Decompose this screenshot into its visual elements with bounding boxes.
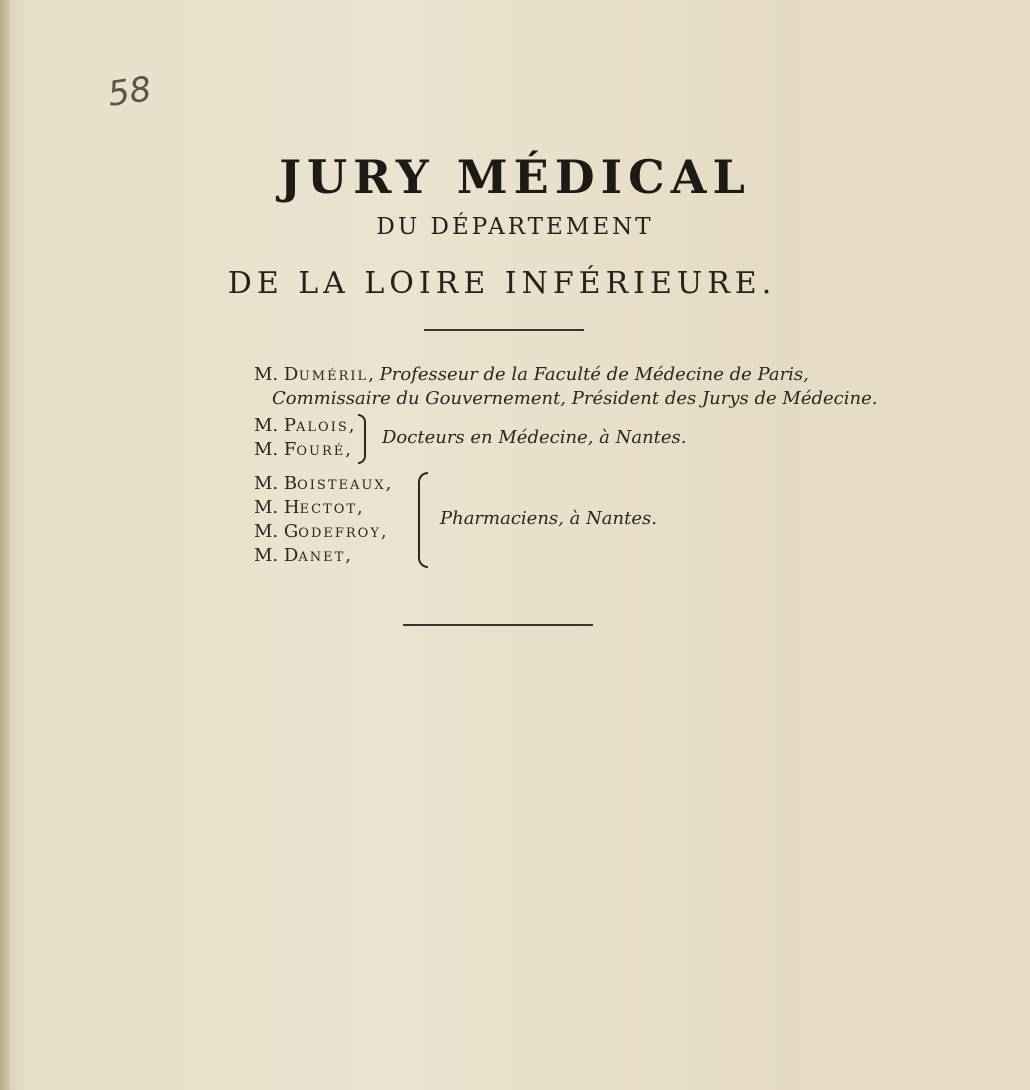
docteur-initial: F	[283, 439, 297, 460]
pharmacien-name-rest: OISTEAUX	[297, 478, 386, 493]
pharmacien-name-rest: ANET	[298, 550, 346, 565]
pharmacien-entry-hectot	[254, 497, 363, 518]
pharmacien-prefix: M.	[254, 545, 279, 566]
pharmacien-entry-danet	[254, 545, 351, 566]
pharmacien-prefix: M.	[254, 473, 279, 494]
pharmacien-suffix: ,	[385, 473, 392, 494]
president-role-line2: Commissaire du Gouvernement, Président des Jurys de Médecine.	[272, 388, 878, 409]
title-jury-medical: JURY MÉDICAL	[279, 150, 751, 204]
divider-rule-bottom	[403, 624, 593, 626]
docteur-entry-palois	[254, 415, 354, 436]
pharmacien-prefix: M.	[254, 497, 279, 518]
pharmacien-initial: B	[283, 473, 298, 494]
pharmacien-suffix: ,	[380, 521, 387, 542]
pharmacien-prefix: M.	[254, 521, 279, 542]
pharmacien-entry-boisteaux	[254, 473, 391, 494]
pharmacien-name-rest: ECTOT	[299, 502, 358, 517]
pharmacien-entry-godefroy	[254, 521, 387, 542]
docteur-suffix: ,	[345, 439, 352, 460]
docteur-suffix: ,	[348, 415, 355, 436]
president-comma: ,	[368, 364, 374, 385]
title-du-departement: DU DÉPARTEMENT	[376, 214, 654, 240]
pharmacien-initial: D	[283, 545, 299, 566]
docteur-entry-foure	[254, 439, 351, 460]
president-entry	[254, 364, 809, 385]
pharmacien-name-rest: ODEFROY	[298, 526, 381, 541]
pharmacien-suffix: ,	[357, 497, 363, 518]
docteur-prefix: M.	[254, 439, 279, 460]
president-name-rest: UMÉRIL	[298, 369, 369, 384]
president-role-line1: Professeur de la Faculté de Médecine de Paris,	[379, 364, 809, 385]
pharmaciens-brace	[418, 472, 428, 568]
handwritten-folio-number: 58	[105, 69, 154, 115]
president-name-initial: D	[283, 364, 299, 385]
docteur-prefix: M.	[254, 415, 279, 436]
docteurs-brace	[358, 414, 366, 464]
docteur-name-rest: ALOIS	[296, 420, 349, 435]
title-loire-inferieure: DE LA LOIRE INFÉRIEURE.	[227, 266, 777, 301]
pharmacien-initial: H	[283, 497, 300, 518]
pharmacien-suffix: ,	[345, 545, 351, 566]
pharmaciens-role: Pharmaciens, à Nantes.	[440, 508, 657, 529]
pharmacien-initial: G	[283, 521, 299, 542]
docteur-initial: P	[283, 415, 297, 436]
divider-rule-top	[424, 329, 584, 331]
president-prefix: M.	[254, 364, 279, 385]
docteurs-role: Docteurs en Médecine, à Nantes.	[382, 427, 687, 448]
docteur-name-rest: OURÉ	[296, 444, 346, 459]
